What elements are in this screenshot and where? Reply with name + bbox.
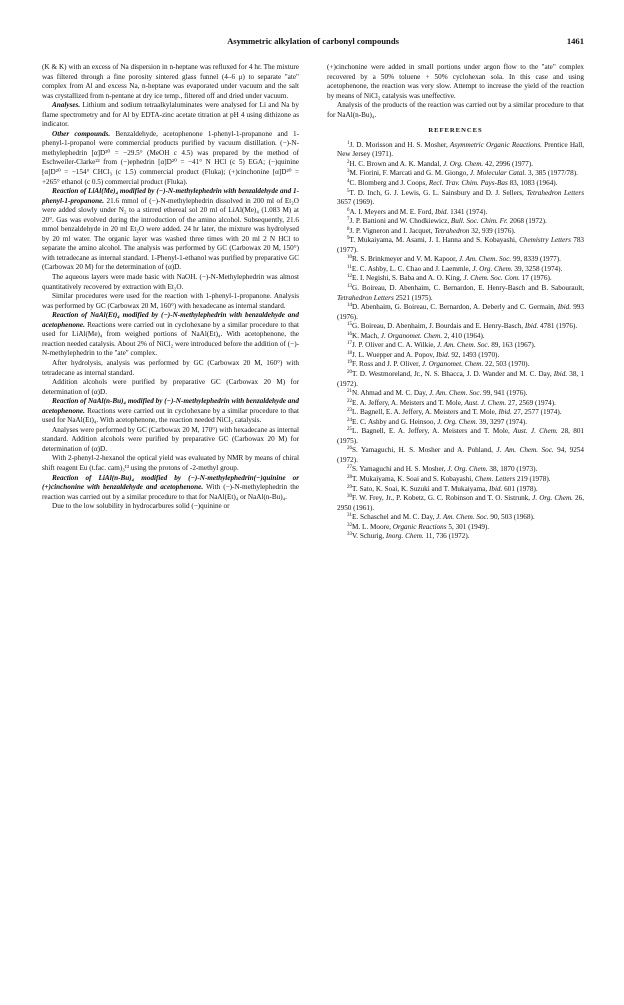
reference-details: 3, 385 (1977/78). (526, 169, 578, 178)
reference-details: 27, 2577 (1974). (511, 408, 562, 417)
paragraph-text: (K & K) with an excess of Na dispersion in n-heptane was refluxed for 4 hr. The mixture was filtered through a fine porosity sintered glass funnel (4–6 μ) to separate "ate" complex from Al and excess Na, n-heptane was evaporated under vacuum and the salt was crystallized from n-pentane at dry ice temp., filtered off and dried under vacuum. (42, 63, 299, 100)
reference-source: Tetrahedron Letters (526, 188, 584, 197)
reference-authors: C. Blomberg and J. Coops, (349, 179, 429, 188)
reference-number: 12 (347, 274, 352, 280)
paragraph (42, 101, 299, 130)
reference-authors: E. C. Ashby, L. C. Chao and J. Laemmle, (351, 264, 473, 273)
paragraph-runin-heading: Reaction of LiAl(Me)₄ modified by (−)-N-methylephedrin with benzaldehyde and 1-phenyl-1-propanone. (42, 187, 299, 205)
paragraph-text: (+)cinchonine were added in small portions under argon flow to the "ate" complex recovered by a 50% toluene + 50% cyclohexan sola. In this case and using acetophenone, the reaction was very slow. Attempt to increase the yield of the reaction by means of NiCl₂ catalysis was uneffective. (327, 63, 584, 100)
reference-item (327, 160, 584, 170)
reference-source: Ibid. (553, 369, 568, 378)
reference-authors: E. I. Negishi, S. Baba and A. O. King, (352, 274, 464, 283)
reference-item (327, 274, 584, 284)
reference-authors: S. Yamaguchi, H. S. Mosher and A. Pohland, (352, 446, 497, 455)
reference-source: Aust. J. Chem. (464, 398, 507, 407)
reference-details: 27, 2569 (1974). (506, 398, 556, 407)
paragraph-text: Reactions were carried out in cyclohexane by a similar procedure to that used for LiAl(Me)₄ from weighed portions of NaAl(Et)₄. With acetophenone, the reaction needed catalysis. About 2% of NiCl₂ were introduced before the addition of (−)-N-methylephedrin to the "ate" complex. (42, 320, 299, 358)
paragraph-text: Analysis of the products of the reaction was carried out by a similar procedure to that for NaAl(n-Bu)₄. (327, 101, 584, 119)
reference-item (327, 446, 584, 465)
reference-item (327, 523, 584, 533)
reference-number: 5 (347, 188, 350, 194)
reference-item (327, 485, 584, 495)
reference-number: 7 (347, 217, 350, 223)
reference-number: 30 (347, 494, 352, 500)
reference-details: 83, 1083 (1964). (507, 179, 558, 188)
reference-authors: M. Fiorini, F. Marcati and G. M. Giongo, (349, 169, 470, 178)
reference-details: 99, 941 (1976). (481, 389, 528, 398)
reference-source: J. Org. Chem. (472, 264, 513, 273)
reference-item (327, 399, 584, 409)
reference-number: 2 (347, 159, 350, 165)
reference-number: 4 (347, 179, 350, 185)
reference-item (327, 427, 584, 446)
reference-authors: A. I. Meyers and M. E. Ford, (349, 207, 435, 216)
reference-details: 89, 163 (1967). (489, 341, 536, 350)
reference-authors: J. P. Oliver and C. A. Wilkie, (352, 341, 438, 350)
paragraph (42, 502, 299, 512)
reference-source: J. Chem. Soc. Com. (463, 274, 520, 283)
reference-item (327, 236, 584, 255)
reference-details: 2, 410 (1964). (442, 331, 485, 340)
reference-number: 26 (347, 446, 352, 452)
reference-item (327, 475, 584, 485)
paragraph-runin-heading: Analyses. (52, 101, 81, 110)
reference-source: J. Organomet. Chem. (421, 360, 484, 369)
reference-details: 4781 (1976). (538, 322, 578, 331)
reference-item (327, 265, 584, 275)
reference-item (327, 513, 584, 523)
reference-source: Ibid. (498, 408, 512, 417)
right-column (327, 63, 584, 542)
reference-details: 39, 3297 (1974). (477, 417, 528, 426)
reference-item (327, 179, 584, 189)
reference-number: 25 (347, 427, 352, 433)
reference-authors: T. Mukaiyama, K. Soai and S. Kobayashi, (352, 474, 475, 483)
paragraph-runin-heading: Reaction of NaAl(n-Bu)₄ modified by (−)-N-methylephedrin with benzaldehyde and acetophenone. (42, 397, 299, 415)
reference-authors: L. Bagnell, E. A. Jeffery, A. Meisters and T. Mole, (352, 427, 514, 436)
reference-source: Recl. Trav. Chim. Pays-Bas (428, 179, 508, 188)
reference-number: 14 (347, 303, 352, 309)
reference-source: Inorg. Chem. (385, 532, 424, 541)
paragraph (42, 359, 299, 378)
reference-item (327, 208, 584, 218)
reference-item (327, 217, 584, 227)
paragraph (42, 378, 299, 397)
reference-details: 22, 503 (1970). (483, 360, 530, 369)
left-column (42, 63, 299, 512)
reference-details: 32, 939 (1976). (469, 226, 516, 235)
reference-number: 29 (347, 484, 352, 490)
paragraph (42, 187, 299, 273)
reference-source: Aust. J. Chem. (513, 427, 558, 436)
reference-number: 10 (347, 255, 352, 261)
reference-details: 38, 1870 (1973). (487, 465, 538, 474)
reference-item (327, 332, 584, 342)
reference-number: 6 (347, 207, 350, 213)
paragraph-runin-heading: Other compounds. (52, 129, 111, 138)
page-number: 1461 (566, 36, 584, 46)
paragraph (327, 63, 584, 101)
reference-details: Prentice Hall, New Jersey (1971). (337, 140, 584, 159)
reference-source: Chem. Letters (474, 474, 516, 483)
reference-authors: H. C. Brown and A. K. Mandal, (349, 159, 443, 168)
reference-item (327, 418, 584, 428)
paragraph-runin-heading: Reaction of NaAl(Et)₄ modified by (−)-N-methylephedrin with benzaldehyde and acetophenone. (42, 311, 299, 329)
paragraph (42, 311, 299, 359)
running-title: Asymmetric alkylation of carbonyl compounds (227, 36, 399, 46)
reference-item (327, 408, 584, 418)
reference-authors: E. Schaschel and M. C. Day, (352, 513, 437, 522)
reference-authors: E. C. Ashby and G. Heinsoo, (352, 417, 438, 426)
paragraph (42, 397, 299, 426)
paragraph-runin-heading: Reaction of LiAl(n-Bu)₄ modified by (−)-N-methylephedrin(−)quinine or (+)cinchonine with benzaldehyde and acetophenone. (42, 473, 299, 492)
reference-item (327, 360, 584, 370)
reference-source: J. Org. Chem. (442, 159, 484, 168)
reference-details: 993 (1976). (337, 303, 584, 321)
reference-source: J. Am. Chem. Soc. (429, 389, 482, 398)
reference-item (327, 189, 584, 208)
reference-authors: N. Ahmad and M. C. Day, (352, 389, 429, 398)
reference-item (327, 532, 584, 542)
reference-details: 5, 301 (1949). (446, 522, 490, 531)
reference-number: 19 (347, 360, 352, 366)
reference-authors: V. Schurig, (352, 532, 386, 541)
reference-number: 11 (347, 264, 352, 270)
paragraph-text: With 2-phenyl-2-hexanol the optical yield was evaluated by NMR by means of chiral shift reagent Eu (t.fac. cam)₃¹³ using the protons of -2-methyl group. (42, 454, 299, 472)
reference-item (327, 322, 584, 332)
reference-authors: K. Mach, (352, 331, 381, 340)
reference-details: 3657 (1969). (337, 198, 375, 207)
reference-source: Bull. Soc. Chim. Fr. (450, 217, 508, 226)
reference-number: 9 (347, 236, 350, 242)
paragraph-text: Addition alcohols were purified by preparative GC (Carbowax 20 M) for determination of (α)D. (42, 378, 299, 396)
reference-number: 1 (347, 140, 350, 146)
reference-details: 38, 1 (1972). (337, 369, 584, 388)
paragraph-text: After hydrolysis, analysis was performed by GC (Carbowax 20 M, 160°) with tetradecane as internal standard. (42, 358, 299, 377)
right-column-text (327, 63, 584, 120)
paragraph (327, 101, 584, 120)
reference-number: 3 (347, 169, 350, 175)
reference-authors: T. Mukaiyama, M. Asami, J. I. Hanna and S. Kobayashi, (349, 236, 520, 245)
reference-number: 24 (347, 417, 352, 423)
reference-source: Asymmetric Organic Reactions. (449, 140, 542, 149)
paragraph-text: The aqueous layers were made basic with NaOH. (−)-N-Methylephedrin was almost quantitatively recovered by extraction with Et₂O. (42, 273, 299, 291)
reference-item (327, 351, 584, 361)
paragraph (42, 454, 299, 473)
reference-source: J. Molecular Catal. (469, 169, 527, 178)
reference-list (327, 141, 584, 542)
reference-details: 17 (1976). (519, 274, 552, 283)
reference-details: 92, 1493 (1970). (449, 350, 500, 359)
reference-details: 1341 (1974). (448, 207, 488, 216)
paragraph-text: Lithium and sodium tetraalkylaluminates were analysed for Li and Na by flame spectrometry and for Al by EDTA-zinc acetate titration at pH 4 using dithizone as indicator. (42, 101, 299, 129)
reference-authors: J. P. Battioni and W. Chodkiewicz, (349, 217, 451, 226)
paragraph (42, 273, 299, 292)
reference-number: 21 (347, 389, 352, 395)
reference-source: J. Am. Chem. Soc. (436, 513, 489, 522)
reference-number: 20 (347, 369, 352, 375)
reference-details: 2521 (1975). (393, 293, 433, 302)
reference-authors: T. D. Westmoreland, Jr., N. S. Bhacca, J. D. Wander and M. C. Day, (352, 369, 554, 378)
reference-source: J. Am. Chem. Soc. (437, 341, 490, 350)
reference-number: 32 (347, 522, 352, 528)
reference-number: 31 (347, 513, 352, 519)
reference-source: Ibid. (434, 207, 449, 216)
reference-authors: F. W. Frey, Jr., P. Kobetz, G. C. Robinson and T. O. Sistrunk, (352, 494, 533, 503)
reference-number: 15 (347, 322, 352, 328)
reference-item (327, 284, 584, 303)
reference-number: 17 (347, 341, 352, 347)
reference-authors: J. L. Wuepper and A. Popov, (352, 350, 437, 359)
paragraph (42, 63, 299, 101)
reference-number: 13 (347, 284, 352, 290)
reference-source: Chemistry Letters (519, 236, 571, 245)
paragraph-text: Benzaldehyde, acetophenone 1-phenyl-1-propanone and 1-phenyl-1-propanol were commercial products purified by vacuum distillation. (−)-N-methylephedrin [α]D²⁰ = −29.5° (MeOH c 4.5) was prepared by the method of Eschweiler-Clarke²² from (−)ephedrin [α]D²⁰ = −41° N HCl (c 5) EGA; (−)quinine [α]D²⁰ = −154° CHCl₃ (c 1.5) commercial product (Fluka); (+)cinchonine [α]D²⁰ = +265° ethanol (c 0.5) commercial product (Fluka). (42, 129, 299, 186)
reference-source: J. Organomet. Chem. (380, 331, 443, 340)
paragraph-text: Similar procedures were used for the reaction with 1-phenyl-1-propanone. Analysis was performed by GC (Carbowax 20 M, 160°) with hexadecane as internal standard. (42, 292, 299, 310)
reference-authors: J. D. Morisson and H. S. Mosher, (349, 140, 450, 149)
reference-source: Ibid. (524, 322, 539, 331)
paragraph-text: Reactions were carried out in cyclohexane by a similar procedure to that used for NaAl(Et)₄. With acetophenone, the reaction needed NiCl₂ catalysis. (42, 406, 299, 425)
reference-number: 28 (347, 474, 352, 480)
reference-number: 22 (347, 398, 352, 404)
reference-source: Tetrahedron (434, 226, 470, 235)
reference-source: Tetrahedron Letters (337, 293, 394, 302)
reference-authors: G. Boireau, D. Abenhaim, C. Bernardon, E. Henry-Basch and B. Sabourault, (352, 284, 584, 293)
paragraph (42, 474, 299, 503)
reference-authors: D. Abenhaim, G. Boireau, C. Bernardon, A. Deberly and C. Germain, (352, 303, 558, 312)
reference-source: J. Org. Chem. (447, 465, 488, 474)
reference-number: 27 (347, 465, 352, 471)
reference-item (327, 341, 584, 351)
reference-authors: L. Bagnell, E. A. Jeffery, A. Meisters and T. Mole, (352, 408, 499, 417)
reference-details: 11, 736 (1972). (423, 532, 470, 541)
paragraph-text: With (−)-N-methylephedrin the reaction was carried out by a similar procedure to that for NaAl(Et)₄ or NaAl(n-Bu)₄. (42, 483, 299, 501)
reference-details: 219 (1978). (515, 474, 551, 483)
reference-source: Organic Reactions (392, 522, 447, 531)
reference-details: 94, 9254 (1972). (337, 446, 584, 464)
reference-item (327, 303, 584, 322)
reference-authors: M. L. Moore, (352, 522, 393, 531)
reference-item (327, 465, 584, 475)
reference-details: 28, 801 (1975). (337, 427, 584, 445)
reference-authors: T. D. Inch, G. J. Lewis, G. L. Sainsbury and D. J. Sellers, (349, 188, 527, 197)
paragraph-text: Due to the low solubility in hydrocarbures solid (−)quinine or (52, 502, 230, 511)
reference-authors: G. Boireau, D. Abenhaim, J. Bourdais and E. Henry-Basch, (352, 322, 525, 331)
reference-number: 23 (347, 408, 352, 414)
paragraph-text: 21.6 mmol of (−)-N-methylephedrin dissolved in 200 ml of Et₂O were added slowly under N₂ to a stirred ethereal sol 20 ml of LiAl(Me)₄ (1.083 M) at 20°. Gas was evolved during the introduction of the amino alcohol. Subsequently, 21.6 mmol benzaldehyde in 20 ml Et₂O were added. 24 hr later, the mixture was hydrolysed by 20 ml water. The organic layer was washed three times with 20 ml 2 N HCl to separate the amino alcohol. The analysis was performed by GC (Carbowax 20 M, 150°) with tetradecane as internal standard. 1-Phenyl-1-ethanol was purified by preparative GC (Carbowax 20 M) for the determination of (α)D. (42, 196, 299, 272)
reference-details: 2068 (1972). (507, 217, 547, 226)
reference-authors: F. Ross and J. P. Oliver, (352, 360, 422, 369)
reference-source: J. Org. Chem. (532, 494, 573, 503)
reference-details: 42, 2996 (1977). (483, 159, 533, 168)
reference-details: 601 (1978). (502, 484, 538, 493)
reference-source: J. Am. Chem. Soc. (458, 255, 512, 264)
reference-authors: S. Yamaguchi and H. S. Mosher, (352, 465, 448, 474)
paragraph-text: Analyses were performed by GC (Carbowax 20 M, 170°) with hexadecane as internal standard. Addition alcohols were purified by preparative GC (Carbowax 20 M) for determination of (α)D. (42, 425, 299, 453)
reference-source: Ibid. (436, 350, 450, 359)
reference-details: 90, 503 (1968). (488, 513, 535, 522)
reference-number: 8 (347, 226, 350, 232)
reference-item (327, 370, 584, 389)
reference-details: 39, 3258 (1974). (512, 264, 563, 273)
reference-number: 16 (347, 331, 352, 337)
paragraph (42, 426, 299, 455)
reference-source: J. Am. Chem. Soc. (496, 446, 554, 455)
reference-details: 26, 2950 (1961). (337, 494, 585, 512)
reference-item (327, 389, 584, 399)
reference-number: 18 (347, 350, 352, 356)
reference-source: Ibid. (488, 484, 503, 493)
reference-item (327, 141, 584, 160)
references-heading: REFERENCES (428, 127, 483, 135)
reference-source: Ibid. (557, 303, 572, 312)
reference-item (327, 227, 584, 237)
reference-authors: J. P. Vigneron and I. Jacquet, (349, 226, 435, 235)
reference-source: J. Org. Chem. (437, 417, 478, 426)
reference-item (327, 169, 584, 179)
reference-number: 33 (347, 532, 352, 538)
running-header (42, 36, 584, 50)
reference-authors: R. S. Brinkmeyer and V. M. Kapoor, (352, 255, 459, 264)
reference-item (327, 255, 584, 265)
paragraph (42, 292, 299, 311)
reference-item (327, 494, 584, 513)
reference-details: 99, 8339 (1977). (511, 255, 561, 264)
reference-details: 783 (1977). (337, 236, 585, 254)
reference-authors: E. A. Jeffery, A. Meisters and T. Mole, (352, 398, 465, 407)
paragraph (42, 130, 299, 187)
reference-authors: T. Sato, K. Soai, K. Suzuki and T. Mukaiyama, (352, 484, 489, 493)
